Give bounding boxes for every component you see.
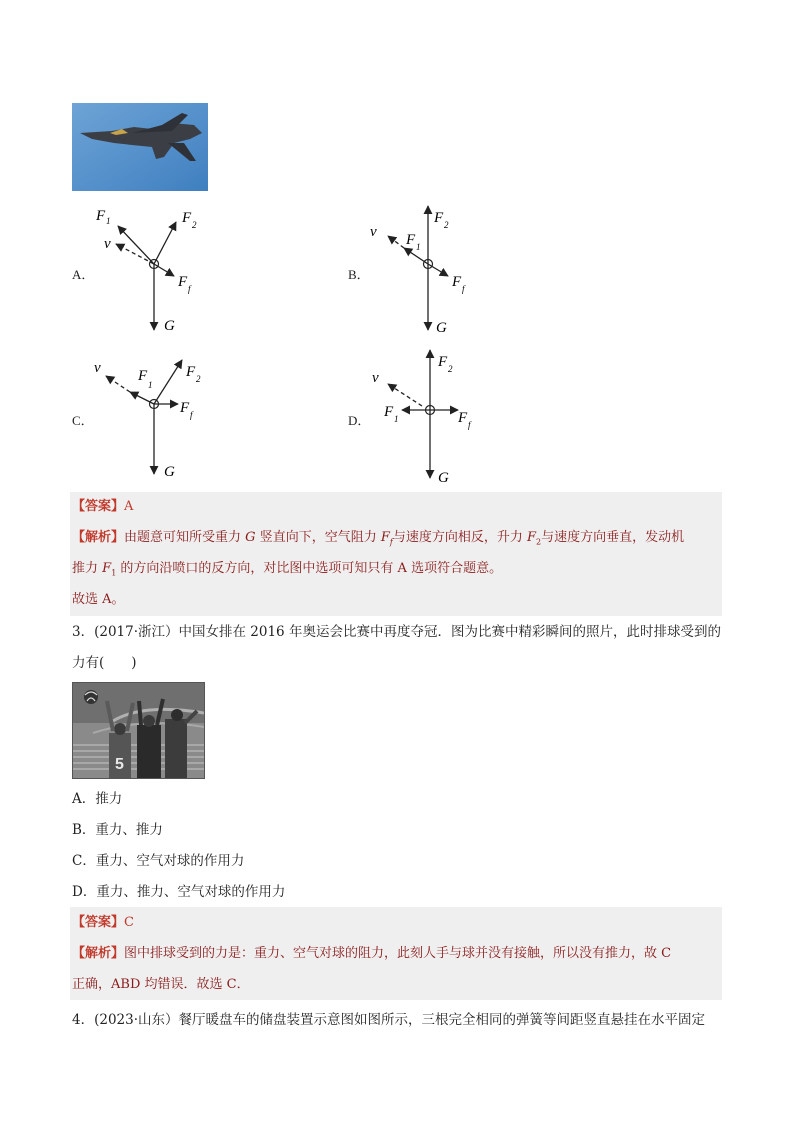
q2-analysis-line-2: 推力 $F_1$ 的方向沿喷口的反方向，对比图中选项可知只有 A 选项符合题意。 bbox=[72, 561, 503, 578]
svg-text:f: f bbox=[190, 410, 193, 420]
label-v: v bbox=[104, 236, 111, 252]
q3-choice-d[interactable]: D．重力、推力、空气对球的作用力 bbox=[72, 884, 286, 900]
option-c-label: C． bbox=[72, 413, 94, 428]
jersey-number: 5 bbox=[115, 756, 124, 773]
force-diagram-c bbox=[88, 346, 218, 486]
svg-text:G: G bbox=[436, 320, 447, 336]
q4-stem-line-1: 4．(2023·山东）餐厅暖盘车的储盘装置示意图如图所示，三根完全相同的弹簧等间距竖直悬挂在水平固定 bbox=[72, 1012, 706, 1028]
q3-choice-c[interactable]: C．重力、空气对球的作用力 bbox=[72, 853, 245, 869]
svg-text:1: 1 bbox=[106, 216, 111, 226]
q3-choice-a[interactable]: A．推力 bbox=[72, 791, 123, 807]
force-diagram-d bbox=[362, 344, 492, 486]
svg-text:f: f bbox=[462, 284, 465, 294]
svg-text:F: F bbox=[186, 364, 196, 380]
option-d-label: D． bbox=[348, 413, 371, 428]
force-diagram-b bbox=[362, 198, 492, 340]
svg-text:1: 1 bbox=[394, 414, 399, 424]
q2-answer-box bbox=[70, 492, 722, 616]
force-diagram-a bbox=[88, 200, 218, 340]
svg-text:v: v bbox=[370, 224, 377, 240]
svg-text:F: F bbox=[138, 368, 148, 384]
q2-analysis-line-1: 【解析】由题意可知所受重力 G 竖直向下，空气阻力 $F_f$与速度方向相反，升力 $F_2$与速度方向垂直，发动机 bbox=[72, 530, 685, 547]
svg-text:f: f bbox=[188, 284, 191, 294]
label-f1: F bbox=[96, 208, 106, 224]
svg-text:1: 1 bbox=[416, 242, 421, 252]
svg-text:1: 1 bbox=[148, 380, 153, 390]
q3-analysis-line-1: 【解析】图中排球受到的力是：重力、空气对球的阻力，此刻人手与球并没有接触，所以没有推力，故 C bbox=[72, 946, 672, 961]
svg-text:F: F bbox=[180, 400, 190, 416]
answer-tag: 【答案】 bbox=[72, 499, 125, 514]
q3-stem-line-2: 力有( ) bbox=[72, 655, 137, 671]
svg-text:F: F bbox=[438, 354, 448, 370]
svg-text:2: 2 bbox=[192, 220, 197, 230]
q3-answer-line: 【答案】C bbox=[72, 915, 134, 930]
option-a-label: A． bbox=[72, 267, 95, 282]
svg-text:G: G bbox=[164, 464, 175, 480]
svg-text:F: F bbox=[406, 232, 416, 248]
fighter-jet-photo bbox=[72, 103, 208, 191]
answer-value: A bbox=[124, 499, 134, 514]
volleyball-photo bbox=[72, 682, 205, 779]
svg-text:f: f bbox=[468, 420, 471, 430]
svg-text:G: G bbox=[438, 470, 449, 486]
q3-stem-line-1: 3．(2017·浙江）中国女排在 2016 年奥运会比赛中再度夺冠．图为比赛中精彩瞬间的照片，此时排球受到的 bbox=[72, 624, 721, 640]
svg-text:F: F bbox=[384, 404, 394, 420]
q3-choice-b[interactable]: B．重力、推力 bbox=[72, 822, 163, 838]
label-ff: F bbox=[178, 274, 188, 290]
svg-text:F: F bbox=[452, 274, 462, 290]
q3-analysis-line-2: 正确，ABD 均错误．故选 C． bbox=[72, 977, 250, 992]
svg-text:2: 2 bbox=[444, 220, 449, 230]
svg-text:v: v bbox=[94, 360, 101, 376]
svg-text:2: 2 bbox=[196, 374, 201, 384]
svg-text:F: F bbox=[434, 210, 444, 226]
svg-text:2: 2 bbox=[448, 364, 453, 374]
q2-conclusion: 故选 A。 bbox=[72, 592, 125, 607]
label-f2: F bbox=[182, 210, 192, 226]
svg-text:F: F bbox=[458, 410, 468, 426]
q2-answer-line bbox=[72, 497, 133, 517]
option-b-label: B． bbox=[348, 267, 370, 282]
label-g: G bbox=[164, 318, 175, 334]
svg-text:v: v bbox=[372, 370, 379, 386]
